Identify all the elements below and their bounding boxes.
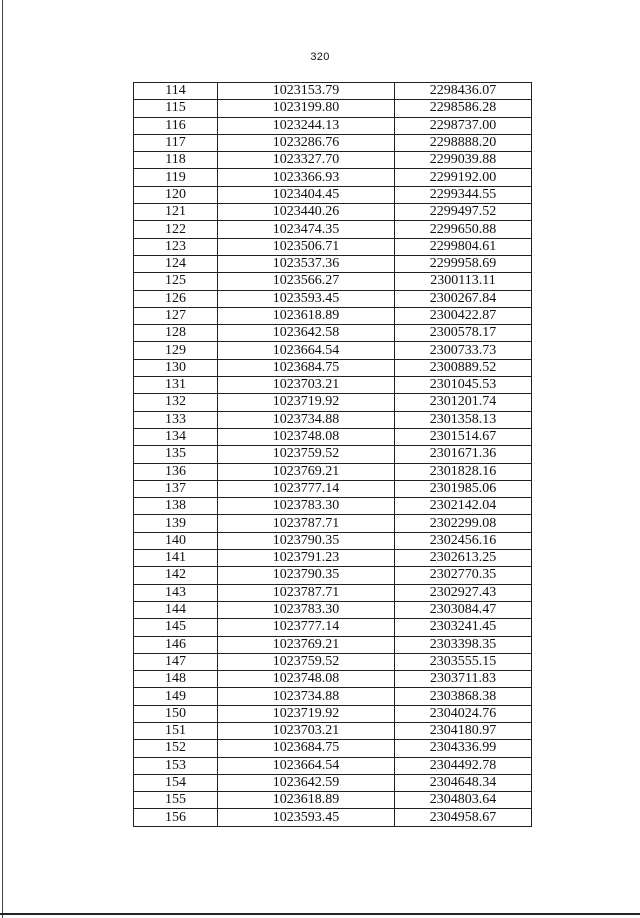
x-coordinate-cell: 1023703.21 (218, 377, 395, 394)
table-row (134, 653, 532, 670)
y-coordinate-cell: 2299958.69 (395, 255, 532, 272)
page-edge-left (2, 0, 3, 918)
y-coordinate-cell: 2304024.76 (395, 705, 532, 722)
table-row (134, 498, 532, 515)
x-coordinate-cell: 1023777.14 (218, 619, 395, 636)
y-coordinate-cell: 2301828.16 (395, 463, 532, 480)
y-coordinate-cell: 2299804.61 (395, 238, 532, 255)
y-coordinate-cell: 2304336.99 (395, 740, 532, 757)
point-number-cell: 156 (134, 809, 218, 826)
y-coordinate-cell: 2301201.74 (395, 394, 532, 411)
x-coordinate-cell: 1023566.27 (218, 273, 395, 290)
y-coordinate-cell: 2303868.38 (395, 688, 532, 705)
y-coordinate-cell: 2301045.53 (395, 377, 532, 394)
point-number-cell: 151 (134, 722, 218, 739)
x-coordinate-cell: 1023783.30 (218, 498, 395, 515)
point-number-cell: 152 (134, 740, 218, 757)
y-coordinate-cell: 2299344.55 (395, 186, 532, 203)
x-coordinate-cell: 1023664.54 (218, 757, 395, 774)
y-coordinate-cell: 2299192.00 (395, 169, 532, 186)
point-number-cell: 131 (134, 377, 218, 394)
point-number-cell: 136 (134, 463, 218, 480)
table-row (134, 342, 532, 359)
coordinate-table (133, 82, 532, 827)
x-coordinate-cell: 1023748.08 (218, 671, 395, 688)
x-coordinate-cell: 1023759.52 (218, 653, 395, 670)
table-row (134, 619, 532, 636)
x-coordinate-cell: 1023642.58 (218, 325, 395, 342)
point-number-cell: 140 (134, 532, 218, 549)
y-coordinate-cell: 2301671.36 (395, 446, 532, 463)
point-number-cell: 143 (134, 584, 218, 601)
table-row (134, 428, 532, 445)
table-row (134, 117, 532, 134)
y-coordinate-cell: 2304648.34 (395, 774, 532, 791)
table-row (134, 567, 532, 584)
x-coordinate-cell: 1023790.35 (218, 532, 395, 549)
x-coordinate-cell: 1023769.21 (218, 636, 395, 653)
table-row (134, 584, 532, 601)
y-coordinate-cell: 2304492.78 (395, 757, 532, 774)
point-number-cell: 147 (134, 653, 218, 670)
y-coordinate-cell: 2301358.13 (395, 411, 532, 428)
table-row (134, 792, 532, 809)
table-row (134, 152, 532, 169)
y-coordinate-cell: 2299650.88 (395, 221, 532, 238)
x-coordinate-cell: 1023199.80 (218, 100, 395, 117)
point-number-cell: 123 (134, 238, 218, 255)
y-coordinate-cell: 2304180.97 (395, 722, 532, 739)
y-coordinate-cell: 2303241.45 (395, 619, 532, 636)
table-row (134, 688, 532, 705)
x-coordinate-cell: 1023642.59 (218, 774, 395, 791)
x-coordinate-cell: 1023734.88 (218, 688, 395, 705)
y-coordinate-cell: 2301514.67 (395, 428, 532, 445)
y-coordinate-cell: 2303398.35 (395, 636, 532, 653)
y-coordinate-cell: 2300733.73 (395, 342, 532, 359)
x-coordinate-cell: 1023777.14 (218, 480, 395, 497)
table-row (134, 134, 532, 151)
point-number-cell: 133 (134, 411, 218, 428)
y-coordinate-cell: 2303555.15 (395, 653, 532, 670)
y-coordinate-cell: 2304803.64 (395, 792, 532, 809)
table-row (134, 359, 532, 376)
x-coordinate-cell: 1023404.45 (218, 186, 395, 203)
table-row (134, 550, 532, 567)
x-coordinate-cell: 1023664.54 (218, 342, 395, 359)
table-row (134, 83, 532, 100)
point-number-cell: 135 (134, 446, 218, 463)
y-coordinate-cell: 2299039.88 (395, 152, 532, 169)
point-number-cell: 145 (134, 619, 218, 636)
x-coordinate-cell: 1023790.35 (218, 567, 395, 584)
x-coordinate-cell: 1023506.71 (218, 238, 395, 255)
point-number-cell: 139 (134, 515, 218, 532)
point-number-cell: 114 (134, 83, 218, 100)
point-number-cell: 153 (134, 757, 218, 774)
x-coordinate-cell: 1023719.92 (218, 705, 395, 722)
x-coordinate-cell: 1023791.23 (218, 550, 395, 567)
point-number-cell: 146 (134, 636, 218, 653)
x-coordinate-cell: 1023327.70 (218, 152, 395, 169)
x-coordinate-cell: 1023618.89 (218, 792, 395, 809)
point-number-cell: 141 (134, 550, 218, 567)
y-coordinate-cell: 2299497.52 (395, 204, 532, 221)
table-row (134, 169, 532, 186)
table-row (134, 757, 532, 774)
point-number-cell: 116 (134, 117, 218, 134)
y-coordinate-cell: 2298888.20 (395, 134, 532, 151)
table-row (134, 740, 532, 757)
table-row (134, 463, 532, 480)
x-coordinate-cell: 1023787.71 (218, 515, 395, 532)
table-row (134, 705, 532, 722)
point-number-cell: 138 (134, 498, 218, 515)
table-row (134, 307, 532, 324)
point-number-cell: 128 (134, 325, 218, 342)
y-coordinate-cell: 2302613.25 (395, 550, 532, 567)
x-coordinate-cell: 1023244.13 (218, 117, 395, 134)
table-row (134, 377, 532, 394)
y-coordinate-cell: 2300113.11 (395, 273, 532, 290)
point-number-cell: 126 (134, 290, 218, 307)
y-coordinate-cell: 2300267.84 (395, 290, 532, 307)
x-coordinate-cell: 1023474.35 (218, 221, 395, 238)
point-number-cell: 121 (134, 204, 218, 221)
x-coordinate-cell: 1023593.45 (218, 809, 395, 826)
x-coordinate-cell: 1023719.92 (218, 394, 395, 411)
table-row (134, 809, 532, 826)
table-row (134, 774, 532, 791)
table-row (134, 722, 532, 739)
x-coordinate-cell: 1023787.71 (218, 584, 395, 601)
x-coordinate-cell: 1023618.89 (218, 307, 395, 324)
x-coordinate-cell: 1023734.88 (218, 411, 395, 428)
point-number-cell: 118 (134, 152, 218, 169)
table-row (134, 290, 532, 307)
point-number-cell: 127 (134, 307, 218, 324)
y-coordinate-cell: 2300889.52 (395, 359, 532, 376)
table-row (134, 671, 532, 688)
y-coordinate-cell: 2298586.28 (395, 100, 532, 117)
table-row (134, 411, 532, 428)
point-number-cell: 132 (134, 394, 218, 411)
table-row (134, 204, 532, 221)
y-coordinate-cell: 2298436.07 (395, 83, 532, 100)
table-row (134, 325, 532, 342)
table-row (134, 186, 532, 203)
point-number-cell: 154 (134, 774, 218, 791)
table-row (134, 221, 532, 238)
x-coordinate-cell: 1023783.30 (218, 601, 395, 618)
point-number-cell: 120 (134, 186, 218, 203)
y-coordinate-cell: 2302142.04 (395, 498, 532, 515)
table-row (134, 515, 532, 532)
point-number-cell: 137 (134, 480, 218, 497)
page-number: 320 (310, 51, 330, 63)
point-number-cell: 117 (134, 134, 218, 151)
y-coordinate-cell: 2303711.83 (395, 671, 532, 688)
point-number-cell: 150 (134, 705, 218, 722)
y-coordinate-cell: 2304958.67 (395, 809, 532, 826)
table-row (134, 532, 532, 549)
point-number-cell: 115 (134, 100, 218, 117)
y-coordinate-cell: 2302456.16 (395, 532, 532, 549)
y-coordinate-cell: 2302927.43 (395, 584, 532, 601)
x-coordinate-cell: 1023684.75 (218, 740, 395, 757)
x-coordinate-cell: 1023748.08 (218, 428, 395, 445)
point-number-cell: 155 (134, 792, 218, 809)
table-row (134, 480, 532, 497)
table-row (134, 100, 532, 117)
y-coordinate-cell: 2302770.35 (395, 567, 532, 584)
x-coordinate-cell: 1023684.75 (218, 359, 395, 376)
x-coordinate-cell: 1023366.93 (218, 169, 395, 186)
table-row (134, 446, 532, 463)
point-number-cell: 142 (134, 567, 218, 584)
point-number-cell: 144 (134, 601, 218, 618)
point-number-cell: 148 (134, 671, 218, 688)
y-coordinate-cell: 2301985.06 (395, 480, 532, 497)
point-number-cell: 124 (134, 255, 218, 272)
point-number-cell: 149 (134, 688, 218, 705)
x-coordinate-cell: 1023759.52 (218, 446, 395, 463)
x-coordinate-cell: 1023537.36 (218, 255, 395, 272)
coordinate-table-body (134, 83, 532, 827)
table-row (134, 255, 532, 272)
x-coordinate-cell: 1023769.21 (218, 463, 395, 480)
table-row (134, 394, 532, 411)
x-coordinate-cell: 1023593.45 (218, 290, 395, 307)
page-edge-bottom (0, 913, 640, 915)
y-coordinate-cell: 2300422.87 (395, 307, 532, 324)
y-coordinate-cell: 2298737.00 (395, 117, 532, 134)
x-coordinate-cell: 1023440.26 (218, 204, 395, 221)
y-coordinate-cell: 2302299.08 (395, 515, 532, 532)
table-row (134, 273, 532, 290)
point-number-cell: 130 (134, 359, 218, 376)
y-coordinate-cell: 2303084.47 (395, 601, 532, 618)
point-number-cell: 129 (134, 342, 218, 359)
point-number-cell: 134 (134, 428, 218, 445)
point-number-cell: 119 (134, 169, 218, 186)
y-coordinate-cell: 2300578.17 (395, 325, 532, 342)
point-number-cell: 125 (134, 273, 218, 290)
x-coordinate-cell: 1023153.79 (218, 83, 395, 100)
x-coordinate-cell: 1023286.76 (218, 134, 395, 151)
point-number-cell: 122 (134, 221, 218, 238)
table-row (134, 636, 532, 653)
table-row (134, 238, 532, 255)
table-row (134, 601, 532, 618)
x-coordinate-cell: 1023703.21 (218, 722, 395, 739)
